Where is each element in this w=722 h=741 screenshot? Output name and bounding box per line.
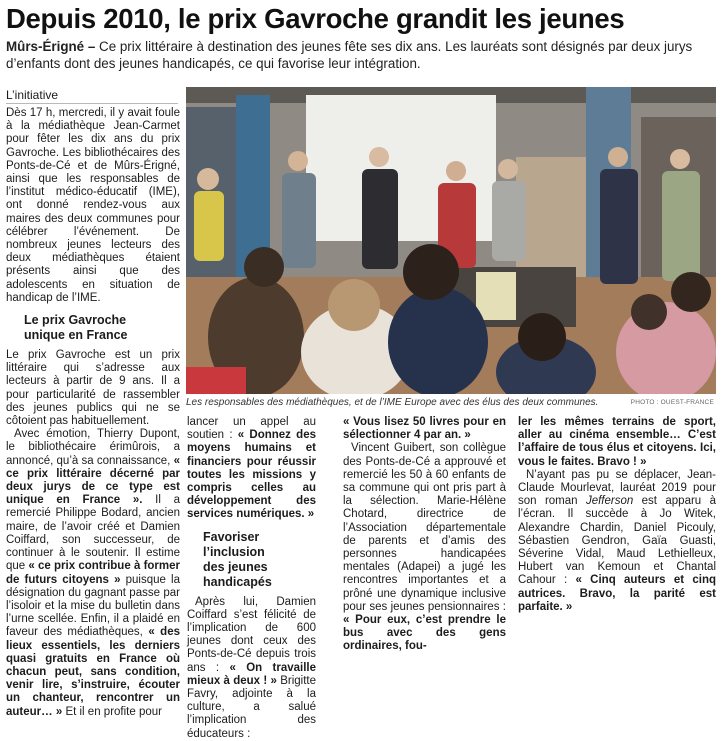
col1-p3-text-a: Avec émotion, Thierry Dupont, le bibliothécaire érimûrois, a annoncé, qu’à sa connaissance, bbox=[6, 428, 180, 467]
dateline: Mûrs-Érigné – bbox=[6, 39, 96, 54]
col1-p3-text-b: Il a remercié Philippe Bodard, ancien maire, de l’avoir créé et Damien Coiffard, son successeur, de continuer à le soutenir. Il estime que bbox=[6, 494, 181, 573]
col4-p2-quote: « Cinq auteurs et cinq autrices. Bravo, la parité est parfaite. » bbox=[518, 574, 716, 613]
col2-subheading-line1: Favoriser l’inclusion bbox=[203, 529, 265, 559]
column-1 bbox=[6, 107, 180, 719]
col1-p3-text-c: puisque la désignation du gagnant passe par l’isoloir et la mise du bulletin dans l’urne scellée. Enfin, il a plaidé en faveur des médiathèques, bbox=[6, 573, 181, 639]
book-display bbox=[516, 157, 586, 277]
col3-p1-quote: « Vous lisez 50 livres pour en sélectionner 4 par an. » bbox=[343, 416, 506, 442]
col4-p2-text-a: N’ayant pas pu se déplacer, Jean-Claude Mourlevat, lauréat 2019 pour son roman bbox=[518, 468, 716, 508]
col4-paragraph-2 bbox=[518, 469, 716, 614]
col2-p2-text-a: Après lui, Damien Coiffard s’est félicité de l’implication de 600 jeunes dont ceux des Ponts-de-Cé depuis trois ans : bbox=[187, 595, 316, 674]
col1-paragraph-3 bbox=[6, 428, 180, 718]
col4-p2-text-b: est apparu à l’écran. Il succède à Jo Witek, Alexandre Chardin, Daniel Picouly, Sébastien Gendron, Gaïa Guasti, Séverine Vidal, Maud Lethielleux, Hubert van Kemoun et Chantal Cahour : bbox=[518, 495, 716, 587]
article-photo bbox=[186, 87, 716, 394]
col3-p2-text: Vincent Guibert, son collègue des Ponts-de-Cé a approuvé et remercié les 50 à 60 enfants de sa commune qui ont pris part à la sélection. Marie-Hélène Chotard, directrice de l’Association départementale de parents et d’amis des personnes handicapées mentales (Adapei) a jugé les rencontres importantes et a prôné une dynamique inclusive pour ses jeunes pensionnaires : bbox=[343, 442, 506, 613]
col1-p3-quote-2: « ce prix contribue à former de futurs citoyens » bbox=[6, 560, 180, 586]
article-lede bbox=[6, 38, 718, 72]
photo-caption bbox=[186, 396, 716, 410]
col1-subheading bbox=[24, 313, 180, 343]
col4-p1-quote: ler les mêmes terrains de sport, aller au cinéma ensemble… C’est l’affaire de tous élus et citoyens. Ici, vous le faites. Bravo ! » bbox=[518, 416, 716, 468]
column-2 bbox=[187, 416, 316, 741]
col2-p1-text: lancer un appel au soutien : bbox=[187, 416, 316, 442]
col2-subheading-line2: des jeunes handicapés bbox=[203, 559, 272, 589]
photo-illustration bbox=[186, 87, 716, 394]
ballot-box bbox=[476, 272, 516, 320]
section-kicker: L’initiative bbox=[6, 87, 178, 104]
column-3 bbox=[343, 416, 506, 654]
col1-p3-quote-3: « des lieux essentiels, les derniers quasi gratuits en France où chacun peut, sans condition, venir lire, s’instruire, écouter un chanteur, rencontrer un auteur… » bbox=[6, 626, 180, 718]
col2-subheading bbox=[203, 530, 316, 590]
col2-paragraph-1 bbox=[187, 416, 316, 522]
col3-paragraph-1 bbox=[343, 416, 506, 442]
photo-credit: PHOTO : OUEST-FRANCE bbox=[630, 399, 714, 406]
col3-p2-quote: « Pour eux, c’est prendre le bus avec des gens ordinaires, fou- bbox=[343, 614, 506, 653]
col2-paragraph-2 bbox=[187, 596, 316, 741]
col1-p3-quote-1: « ce prix littéraire décerné par deux jurys de ce type est unique en France ». bbox=[6, 454, 180, 507]
col4-paragraph-1 bbox=[518, 416, 716, 469]
column-4 bbox=[518, 416, 716, 614]
col1-p3-text-d: Et il en profite pour bbox=[62, 705, 162, 718]
col1-paragraph-2: Le prix Gavroche est un prix littéraire qui s’adresse aux lecteurs à partir de 9 ans. Il a pour particularité de rassembler des jeunes publics qui ne se côtoient pas habituellement. bbox=[6, 349, 180, 428]
caption-text: Les responsables des médiathèques, et de l’IME Europe avec des élus des deux communes. bbox=[186, 397, 599, 408]
col1-subheading-line2: unique en France bbox=[24, 328, 128, 343]
col2-p2-text-b: Brigitte Favry, adjointe à la culture, a salué l’implication des éducateurs : bbox=[187, 674, 316, 740]
col2-p2-quote: « On travaille mieux à deux ! » bbox=[187, 661, 316, 687]
lede-text: Ce prix littéraire à destination des jeunes fête ses dix ans. Les lauréats sont désignés par deux jurys d’enfants dont des jeunes handicapés, ce qui favorise leur intégration. bbox=[6, 39, 693, 71]
col4-p2-book-title: Jefferson bbox=[585, 495, 634, 508]
col2-p1-quote: « Donnez des moyens humains et financiers pour réussir toutes les missions y compris celles au développement des services numériques. » bbox=[187, 429, 316, 521]
col1-paragraph-1: Dès 17 h, mercredi, il y avait foule à la médiathèque Jean-Carmet pour fêter les dix ans du prix Gavroche. Les bibliothécaires des Ponts-de-Cé et de Mûrs-Érigné, ainsi que les responsables de l’institut médico-éducatif (IME), ont donné rendez-vous aux maires des deux communes pour célébrer l’événement. De nombreux jeunes lecteurs des deux médiathèques étaient présents ainsi que des adolescents en situation de handicap de l’IME. bbox=[6, 107, 180, 304]
col1-subheading-line1: Le prix Gavroche bbox=[24, 313, 127, 328]
col3-paragraph-2 bbox=[343, 442, 506, 653]
article-headline: Depuis 2010, le prix Gavroche grandit les jeunes bbox=[6, 3, 625, 34]
